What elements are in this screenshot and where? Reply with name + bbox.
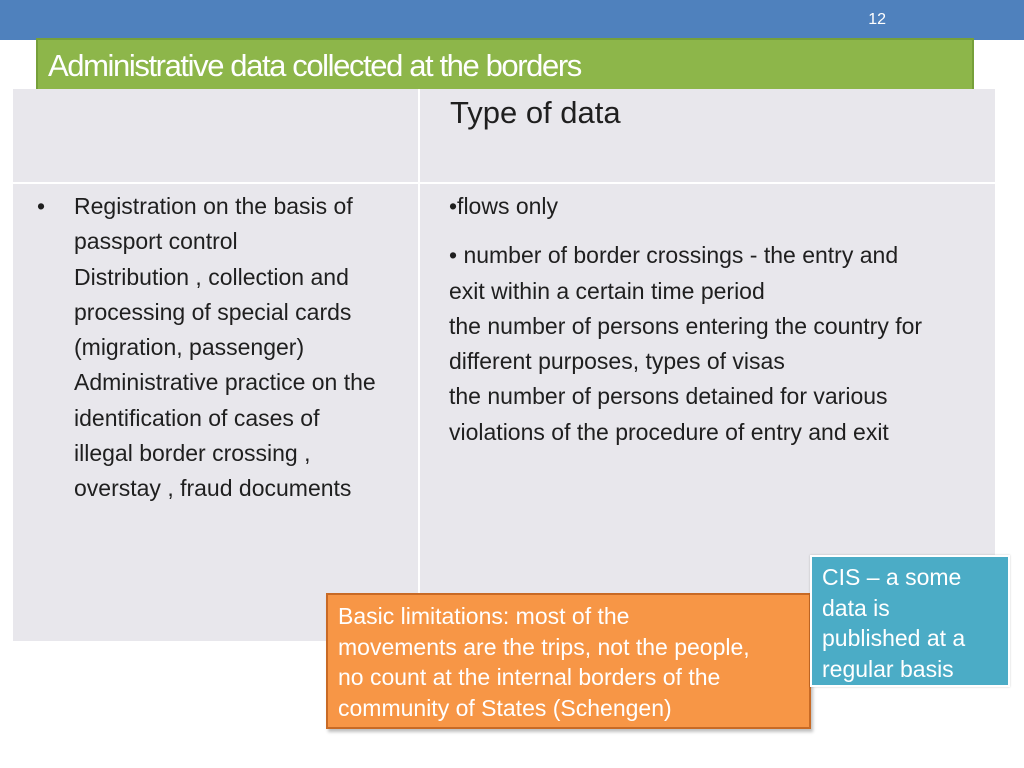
data-type-line: the number of persons detained for various bbox=[449, 383, 888, 410]
callout-line: movements are the trips, not the people, bbox=[338, 633, 750, 660]
row-divider bbox=[13, 182, 995, 184]
data-types-cell bbox=[449, 189, 989, 450]
source-line: illegal border crossing , bbox=[74, 440, 311, 467]
limitations-callout bbox=[326, 593, 811, 729]
callout-line: published at a bbox=[822, 625, 966, 651]
source-line: Registration on the basis of bbox=[74, 193, 353, 219]
source-line: Administrative practice on the bbox=[74, 369, 376, 396]
callout-line: community of States (Schengen) bbox=[338, 694, 672, 721]
bullet-marker: • bbox=[37, 193, 46, 219]
callout-line: regular basis bbox=[822, 655, 954, 682]
source-line: processing of special cards bbox=[74, 298, 352, 325]
data-type-line: • number of border crossings - the entry and bbox=[449, 242, 899, 269]
cis-callout bbox=[810, 555, 1010, 687]
page-number: 12 bbox=[868, 11, 886, 28]
title-band bbox=[36, 38, 974, 90]
callout-line: Basic limitations: most of the bbox=[338, 603, 630, 629]
callout-line: no count at the internal borders of the bbox=[338, 664, 721, 690]
column-divider bbox=[418, 89, 420, 641]
source-line: passport control bbox=[74, 228, 238, 255]
source-line: Distribution , collection and bbox=[74, 263, 349, 290]
source-line: identification of cases of bbox=[74, 404, 320, 431]
data-type-line: the number of persons entering the country for bbox=[449, 312, 923, 339]
source-line: (migration, passenger) bbox=[74, 334, 305, 361]
callout-line: data is bbox=[822, 594, 890, 621]
slide-title: Administrative data collected at the borders bbox=[48, 48, 581, 83]
data-type-line: exit within a certain time period bbox=[449, 277, 765, 304]
data-type-line: violations of the procedure of entry and exit bbox=[449, 418, 889, 445]
data-type-line: •flows only bbox=[449, 193, 559, 219]
top-bar bbox=[0, 0, 1024, 40]
table-header-type-of-data: Type of data bbox=[450, 95, 621, 130]
data-type-line: different purposes, types of visas bbox=[449, 348, 785, 375]
callout-line: CIS – a some bbox=[822, 564, 962, 590]
source-line: overstay , fraud documents bbox=[74, 475, 352, 502]
